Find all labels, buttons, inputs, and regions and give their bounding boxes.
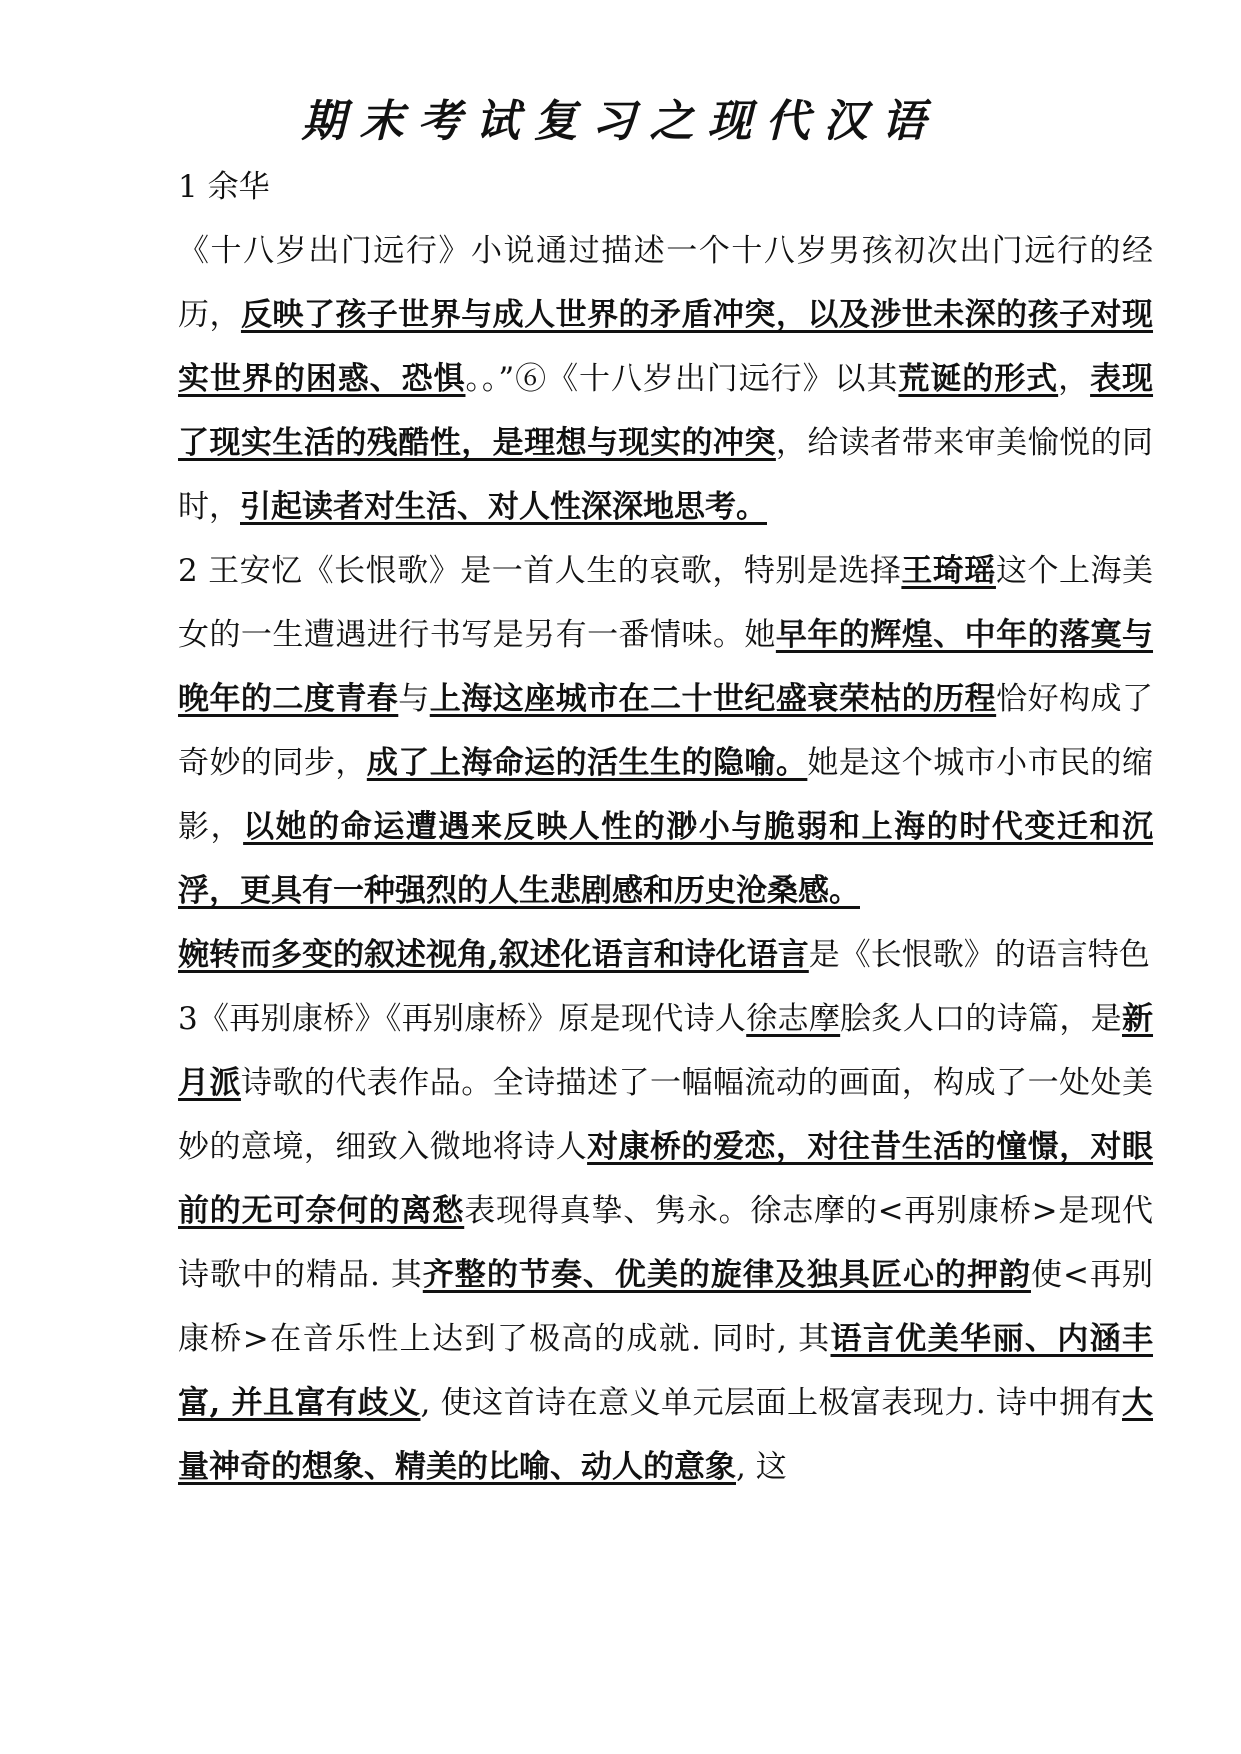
text-run: 2 王安忆《长恨歌》是一首人生的哀歌，特别是选择 (178, 553, 902, 589)
text-run: 《十八岁出门远行》小说通过描述一个十八岁男孩初次出门远行的经历， (178, 233, 1153, 333)
underlined-run: 徐志摩 (746, 1001, 841, 1037)
paragraph-changhenge-language (178, 923, 1153, 987)
text-run: 脍炙人口的诗篇，是 (840, 1001, 1123, 1037)
document-body (178, 155, 1153, 1499)
text-run: ，给读者带来审美愉悦的同时， (178, 425, 1154, 525)
emphasis-run: 荒诞的形式 (898, 361, 1059, 397)
emphasis-run: 对康桥的爱恋，对往昔生活的憧憬，对眼前的无可奈何的离愁 (178, 1129, 1154, 1229)
text-run: , 使这首诗在意义单元层面上极富表现力. 诗中拥有 (420, 1385, 1122, 1421)
text-run: 使<再别康桥>在音乐性上达到了极高的成就. 同时, 其 (178, 1257, 1153, 1357)
emphasis-run: 表现了现实生活的残酷性，是理想与现实的冲突 (178, 361, 1154, 461)
emphasis-run: 语言优美华丽、内涵丰富, 并且富有歧义 (178, 1321, 1153, 1421)
emphasis-run: 反映了孩子世界与成人世界的矛盾冲突，以及涉世未深的孩子对现实世界的困惑、恐惧 (178, 297, 1154, 397)
text-run: 恰好构成了奇妙的同步， (178, 681, 1154, 781)
paragraph-wanganyi (178, 539, 1153, 923)
emphasis-run: 以她的命运遭遇来反映人性的渺小与脆弱和上海的时代变迁和沉浮，更具有一种强烈的人生悲剧感和历史沧桑感。 (178, 809, 1154, 909)
paragraph-yuhua (178, 219, 1153, 539)
text-run: 。。”⑥《十八岁出门远行》以其 (465, 361, 899, 397)
text-run: 这个上海美女的一生遭遇进行书写是另有一番情味。她 (178, 553, 1154, 653)
emphasis-run: 新月派 (178, 1001, 1154, 1101)
page-title: 期末考试复习之现代汉语 (301, 96, 940, 147)
emphasis-run: 上海这座城市在二十世纪盛衰荣枯的历程 (429, 681, 997, 717)
emphasis-run: 大量神奇的想象、精美的比喻、动人的意象 (178, 1385, 1153, 1485)
text-run: 诗歌的代表作品。全诗描述了一幅幅流动的画面，构成了一处处美妙的意境，细致入微地将诗人 (178, 1065, 1154, 1165)
emphasis-run: 引起读者对生活、对人性深深地思考。 (240, 489, 767, 525)
emphasis-run: 成了上海命运的活生生的隐喻。 (366, 745, 808, 781)
paragraph-zaibiekangqiao (178, 987, 1153, 1499)
emphasis-run: 早年的辉煌、中年的落寞与晚年的二度青春 (178, 617, 1154, 717)
text-run: 表现得真挚、隽永。徐志摩的<再别康桥>是现代诗歌中的精品. 其 (178, 1193, 1153, 1293)
text-run: ， (1058, 361, 1091, 397)
text-run: 是《长恨歌》的语言特色 (808, 937, 1150, 973)
text-run: 她是这个城市小市民的缩影， (178, 745, 1154, 845)
emphasis-run: 王琦瑶 (901, 553, 996, 589)
text-run: , 这 (736, 1449, 787, 1485)
text-run: 3《再别康桥》《再别康桥》原是现代诗人 (178, 1001, 747, 1037)
emphasis-run: 婉转而多变的叙述视角,叙述化语言和诗化语言 (178, 937, 809, 973)
text-run: 与 (398, 681, 430, 717)
emphasis-run: 齐整的节奏、优美的旋律及独具匠心的押韵 (422, 1257, 1031, 1293)
section-heading: 1 余华 (178, 169, 270, 205)
